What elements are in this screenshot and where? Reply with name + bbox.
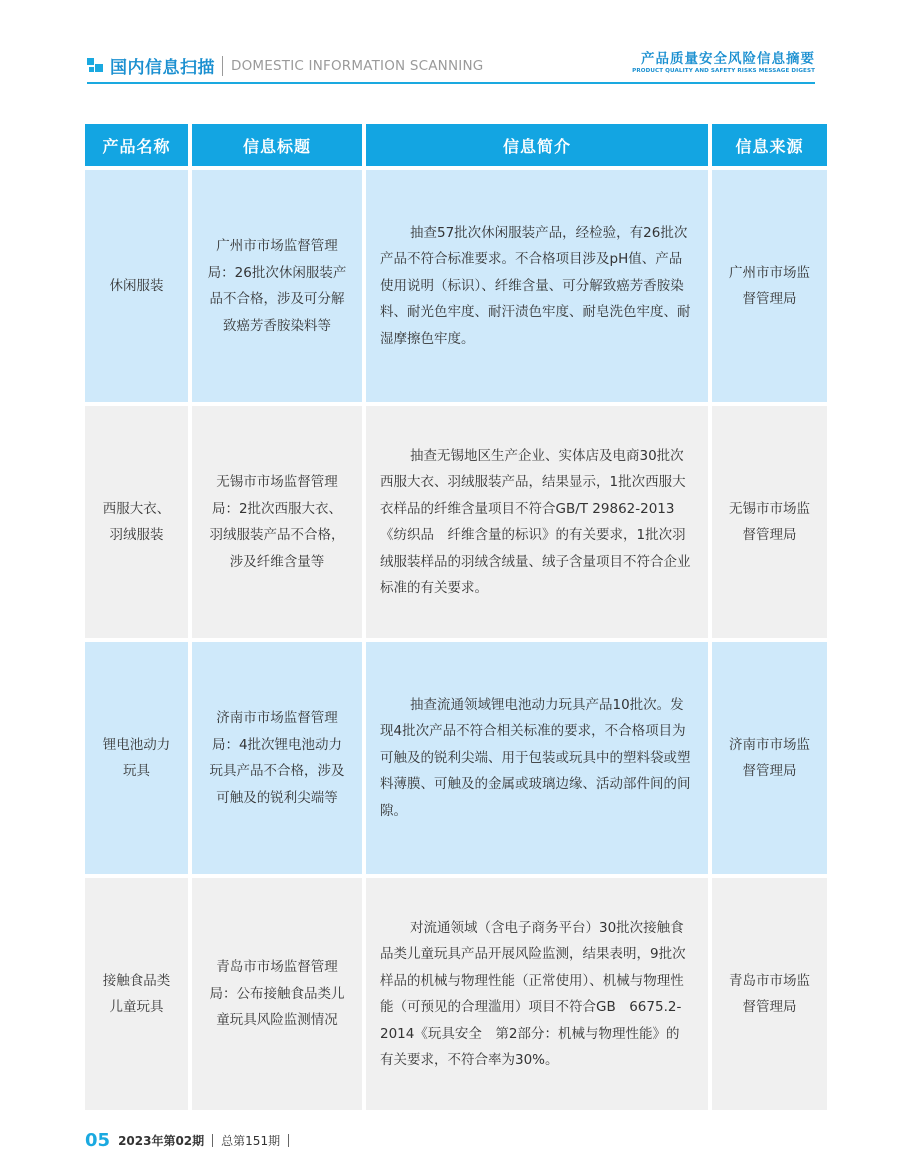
info-summary-text: 抽查57批次休闲服装产品，经检验，有26批次产品不符合标准要求。不合格项目涉及pH值、产品使用说明（标识）、纤维含量、可分解致癌芳香胺染料、耐光色牢度、耐汗渍色牢度、耐皂洗色牢度、耐湿摩擦色牢度。 <box>380 224 691 347</box>
table-row <box>85 170 827 402</box>
page-footer <box>85 1130 297 1151</box>
table-header-row <box>85 124 827 166</box>
section-title-cn: 国内信息扫描 <box>110 58 215 78</box>
info-source-cell: 青岛市市场监督管理局 <box>712 878 827 1110</box>
table-row <box>85 642 827 874</box>
risk-info-table <box>81 120 831 1114</box>
info-title-cell: 青岛市市场监督管理局：公布接触食品类儿童玩具风险监测情况 <box>192 878 362 1110</box>
info-title-cell: 济南市市场监督管理局：4批次锂电池动力玩具产品不合格，涉及可触及的锐利尖端等 <box>192 642 362 874</box>
section-squares-icon <box>87 58 103 74</box>
footer-divider <box>288 1134 289 1147</box>
info-source-cell: 无锡市市场监督管理局 <box>712 406 827 638</box>
footer-divider <box>212 1134 213 1147</box>
info-summary-text: 抽查流通领域锂电池动力玩具产品10批次。发现4批次产品不符合相关标准的要求，不合格项目为可触及的锐利尖端、用于包装或玩具中的塑料袋或塑料薄膜、可触及的金属或玻璃边缘、活动部件间的间隙。 <box>380 696 691 819</box>
product-name-cell: 西服大衣、羽绒服装 <box>85 406 188 638</box>
info-source-cell: 济南市市场监督管理局 <box>712 642 827 874</box>
info-title-cell: 广州市市场监督管理局：26批次休闲服装产品不合格，涉及可分解致癌芳香胺染料等 <box>192 170 362 402</box>
table-row <box>85 406 827 638</box>
journal-title <box>632 50 815 75</box>
product-name-cell: 接触食品类儿童玩具 <box>85 878 188 1110</box>
info-summary-cell <box>366 406 708 638</box>
table-row <box>85 878 827 1110</box>
page-number: 05 <box>85 1130 111 1151</box>
journal-title-cn: 产品质量安全风险信息摘要 <box>641 51 815 67</box>
product-name-cell: 休闲服装 <box>85 170 188 402</box>
page-header <box>87 50 815 86</box>
col-header-title: 信息标题 <box>192 124 362 166</box>
info-source-cell: 广州市市场监督管理局 <box>712 170 827 402</box>
section-divider <box>222 56 223 76</box>
info-title-cell: 无锡市市场监督管理局：2批次西服大衣、羽绒服装产品不合格，涉及纤维含量等 <box>192 406 362 638</box>
col-header-product: 产品名称 <box>85 124 188 166</box>
info-summary-text: 对流通领域（含电子商务平台）30批次接触食品类儿童玩具产品开展风险监测，结果表明，9批次样品的机械与物理性能（正常使用）、机械与物理性能（可预见的合理滥用）项目不符合GB 6675.2-2014《玩具安全 第2部分：机械与物理性能》的有关要求，不符合率为30%。 <box>380 919 686 1068</box>
header-rule <box>87 82 815 84</box>
section-title-en: DOMESTIC INFORMATION SCANNING <box>231 57 484 74</box>
info-summary-cell <box>366 170 708 402</box>
col-header-summary: 信息简介 <box>366 124 708 166</box>
journal-title-en: PRODUCT QUALITY AND SAFETY RISKS MESSAGE DIGEST <box>632 68 815 74</box>
total-issue-label: 总第151期 <box>221 1134 281 1148</box>
info-summary-cell <box>366 878 708 1110</box>
product-name-cell: 锂电池动力玩具 <box>85 642 188 874</box>
col-header-source: 信息来源 <box>712 124 827 166</box>
info-summary-text: 抽查无锡地区生产企业、实体店及电商30批次西服大衣、羽绒服装产品，结果显示，1批次西服大衣样品的纤维含量项目不符合GB/T 29862-2013《纺织品 纤维含量的标识》的有关要求，1批次羽绒服装样品的羽绒含绒量、绒子含量项目不符合企业标准的有关要求。 <box>380 447 691 596</box>
info-summary-cell <box>366 642 708 874</box>
section-heading <box>87 53 483 78</box>
issue-label: 2023年第02期 <box>118 1134 205 1148</box>
